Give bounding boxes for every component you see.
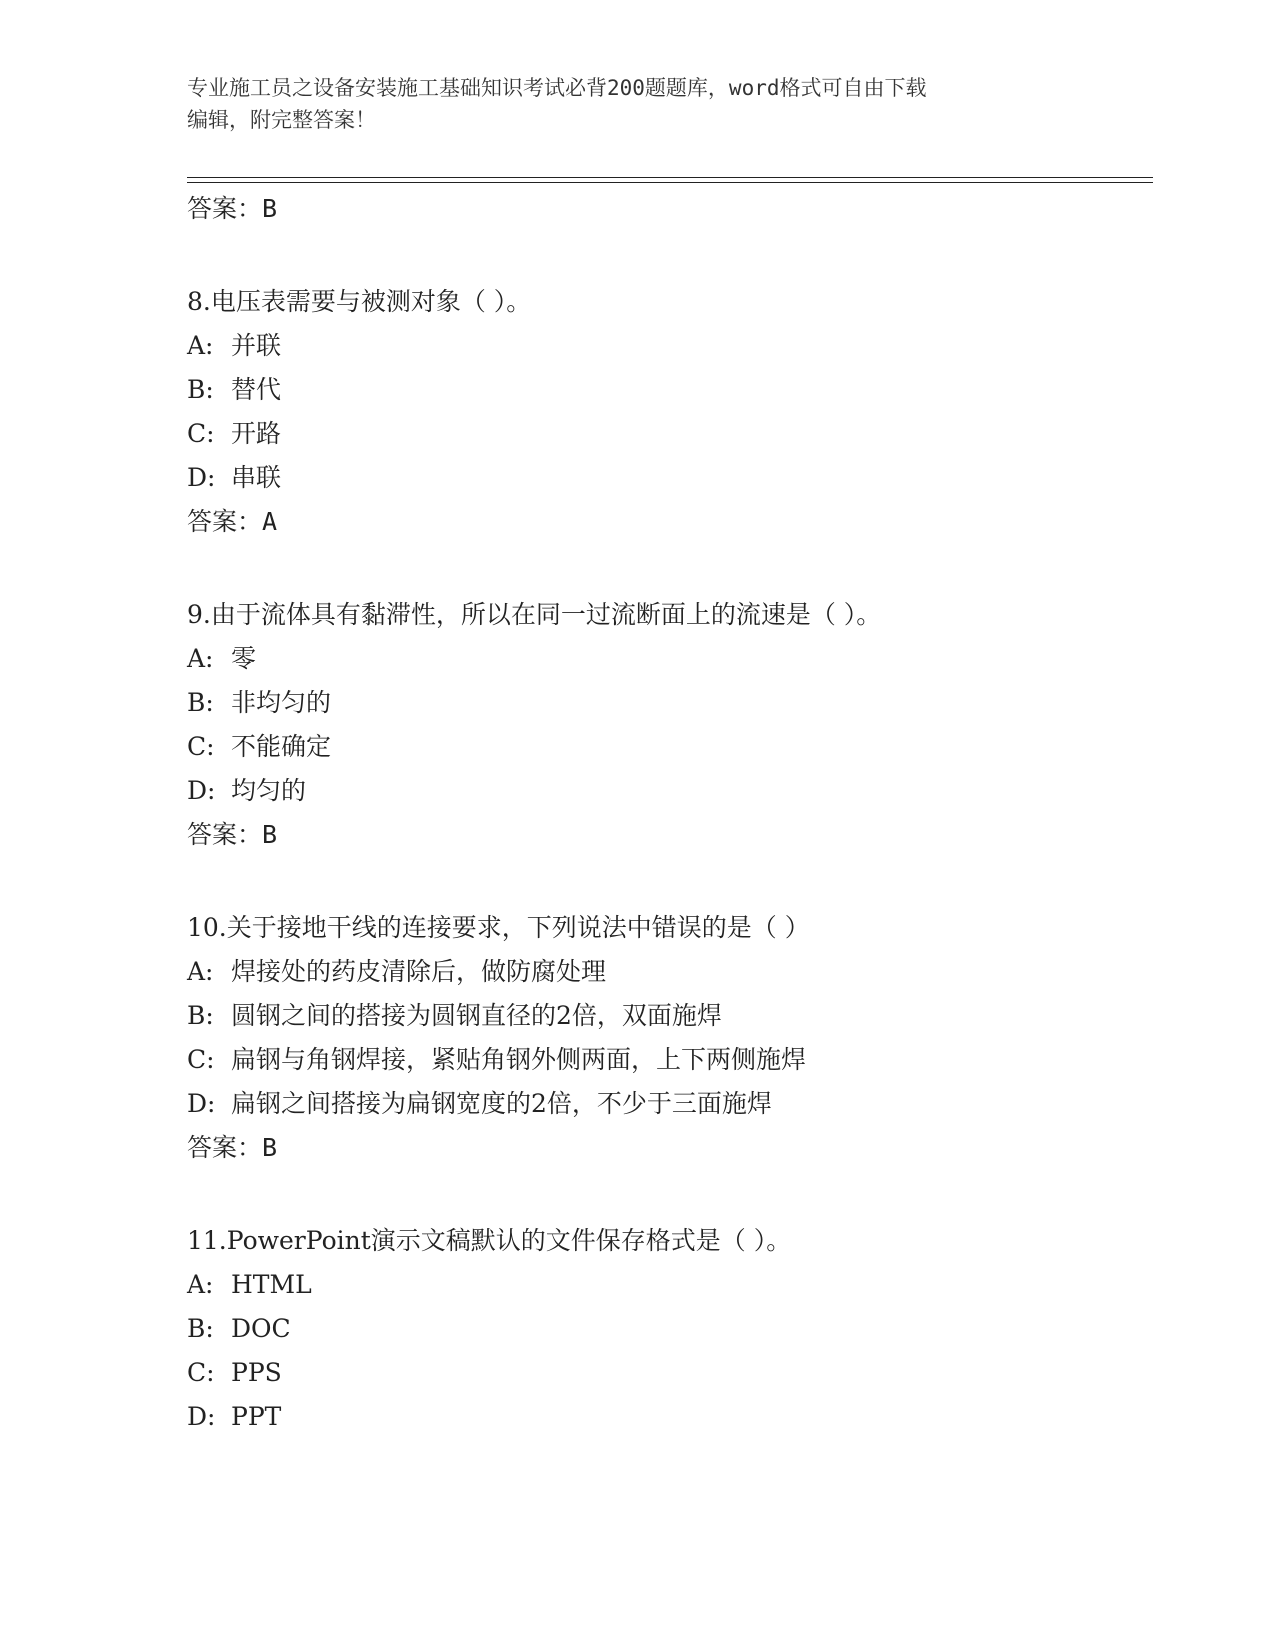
header-divider-bottom	[187, 182, 1153, 183]
option-letter: B:	[187, 1001, 214, 1030]
option-text: 开路	[231, 419, 282, 448]
option-letter: A:	[187, 331, 214, 360]
question-text: 9.由于流体具有黏滞性，所以在同一过流断面上的流速是（ ）。	[187, 600, 882, 629]
option-item	[187, 644, 256, 674]
answer-label: 答案：B	[187, 820, 278, 849]
option-text: DOC	[231, 1314, 291, 1343]
option-item	[187, 375, 281, 405]
option-text: 零	[231, 644, 257, 673]
option-text: 扁钢与角钢焊接，紧贴角钢外侧两面，上下两侧施焊	[231, 1045, 807, 1074]
option-text: 扁钢之间搭接为扁钢宽度的2倍，不少于三面施焊	[231, 1089, 772, 1118]
option-letter: D:	[187, 1089, 216, 1118]
option-text: 不能确定	[231, 732, 332, 761]
option-letter: D:	[187, 463, 216, 492]
option-item	[187, 957, 606, 987]
option-item	[187, 1045, 806, 1075]
option-text: 替代	[231, 375, 282, 404]
option-item	[187, 1089, 772, 1119]
answer-label: 答案：B	[187, 1133, 278, 1162]
option-letter: A:	[187, 1270, 214, 1299]
option-item	[187, 463, 281, 493]
option-text: 焊接处的药皮清除后，做防腐处理	[231, 957, 607, 986]
answer-label: 答案：A	[187, 507, 278, 536]
option-letter: C:	[187, 419, 215, 448]
option-letter: B:	[187, 688, 214, 717]
option-item	[187, 1402, 281, 1432]
option-item	[187, 1314, 291, 1344]
option-item	[187, 331, 281, 361]
question-text: 10.关于接地干线的连接要求，下列说法中错误的是（ ）	[187, 913, 810, 942]
option-letter: C:	[187, 732, 215, 761]
header-line-1: 专业施工员之设备安装施工基础知识考试必背200题题库，word格式可自由下载	[187, 76, 927, 100]
header-line-2: 编辑，附完整答案！	[187, 108, 376, 132]
option-text: 均匀的	[231, 776, 307, 805]
option-text: 并联	[231, 331, 282, 360]
option-letter: B:	[187, 375, 214, 404]
option-letter: A:	[187, 644, 214, 673]
option-text: 串联	[231, 463, 282, 492]
option-item	[187, 1358, 282, 1388]
option-letter: A:	[187, 957, 214, 986]
option-item	[187, 419, 281, 449]
option-item	[187, 688, 331, 718]
page-header	[187, 72, 1087, 136]
option-text: 圆钢之间的搭接为圆钢直径的2倍，双面施焊	[231, 1001, 722, 1030]
header-divider-top	[187, 177, 1153, 178]
option-item	[187, 776, 306, 806]
option-item	[187, 732, 331, 762]
option-text: 非均匀的	[231, 688, 332, 717]
option-item	[187, 1270, 312, 1300]
option-letter: B:	[187, 1314, 214, 1343]
option-item	[187, 1001, 722, 1031]
question-text: 11.PowerPoint演示文稿默认的文件保存格式是（ ）。	[187, 1226, 792, 1255]
option-letter: C:	[187, 1358, 215, 1387]
option-letter: D:	[187, 776, 216, 805]
option-text: HTML	[231, 1270, 312, 1299]
option-letter: D:	[187, 1402, 216, 1431]
answer-label: 答案：B	[187, 194, 278, 223]
option-text: PPT	[231, 1402, 282, 1431]
option-text: PPS	[231, 1358, 282, 1387]
option-letter: C:	[187, 1045, 215, 1074]
question-text: 8.电压表需要与被测对象（ ）。	[187, 287, 532, 316]
